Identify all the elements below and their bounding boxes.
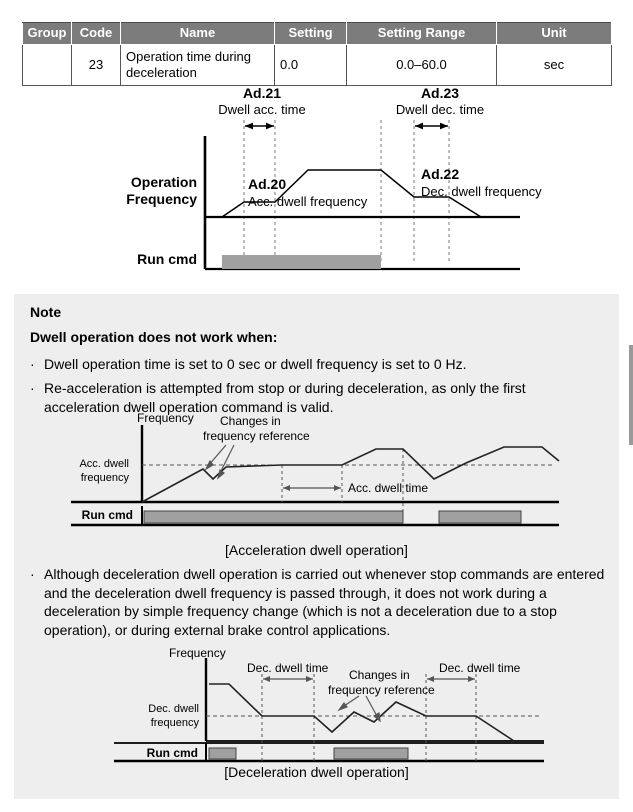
col-header-unit: Unit <box>497 23 612 45</box>
table-header-row <box>23 23 612 45</box>
bullet-marker: · <box>30 566 35 582</box>
dwell-operation-diagram <box>0 84 633 284</box>
label-ad22-code: Ad.22 <box>421 166 460 182</box>
accel-run-cmd-bar-2 <box>439 511 521 523</box>
note-bullet-1-text: Dwell operation time is set to 0 sec or dwell frequency is set to 0 Hz. <box>44 356 467 372</box>
decel-dwell-time-arrow-1 <box>263 676 313 682</box>
label-ad21-code: Ad.21 <box>242 85 282 101</box>
accel-dwell-time-arrow <box>283 485 341 491</box>
col-header-name: Name <box>121 23 275 45</box>
label-acc-dwell-line2: frequency <box>80 472 129 484</box>
label-decel-run-cmd: Run cmd <box>146 746 198 760</box>
label-ad23-desc: Dwell dec. time <box>395 102 485 117</box>
cell-name: Operation time during deceleration <box>121 44 275 85</box>
label-ad22-desc: Dec. dwell frequency <box>421 184 542 199</box>
note-subtitle: Dwell operation does not work when: <box>30 329 278 345</box>
label-run-cmd: Run cmd <box>137 251 197 267</box>
cell-unit: sec <box>497 44 612 85</box>
deceleration-dwell-diagram <box>14 644 619 780</box>
decel-diagram-svg <box>14 644 619 769</box>
accel-change-arrows <box>206 445 234 478</box>
table-row <box>23 44 612 85</box>
label-frequency-axis: Frequency <box>169 646 226 660</box>
label-dec-dwell-line1: Dec. dwell <box>148 703 199 715</box>
label-operation: Operation <box>130 174 197 190</box>
decel-run-cmd-bar-1 <box>209 748 236 759</box>
accel-run-cmd-bar-1 <box>144 511 403 523</box>
label-accel-run-cmd: Run cmd <box>81 508 133 522</box>
label-dec-dwell-time-2: Dec. dwell time <box>439 661 521 675</box>
label-ad23-code: Ad.23 <box>420 85 460 101</box>
note-panel <box>14 294 619 799</box>
label-dec-dwell-line2: frequency <box>150 717 199 729</box>
col-header-code: Code <box>72 23 121 45</box>
note-bullet-1 <box>30 355 600 374</box>
label-changes-line1: Changes in <box>349 668 410 682</box>
bullet-marker: · <box>30 356 35 372</box>
label-changes-line2: frequency reference <box>203 429 310 443</box>
col-header-setting-range: Setting Range <box>347 23 497 45</box>
cell-group <box>23 44 72 85</box>
label-acc-dwell-time: Acc. dwell time <box>348 481 429 495</box>
bullet-marker: · <box>30 380 35 396</box>
dwell-diagram-svg <box>0 84 633 284</box>
label-changes-line1: Changes in <box>220 414 281 428</box>
label-changes-line2: frequency reference <box>328 683 435 697</box>
note-bullet-3 <box>30 565 610 639</box>
label-frequency: Frequency <box>126 191 197 207</box>
col-header-setting: Setting <box>275 23 347 45</box>
arrow-dwell-acc-time <box>245 123 274 130</box>
accel-diagram-svg <box>14 409 619 544</box>
label-acc-dwell-line1: Acc. dwell <box>79 458 129 470</box>
label-ad21-desc: Dwell acc. time <box>218 102 306 117</box>
run-cmd-bar <box>222 255 381 269</box>
label-ad20-code: Ad.20 <box>248 176 287 192</box>
accel-diagram-caption: [Acceleration dwell operation] <box>225 542 408 558</box>
col-header-group: Group <box>23 23 72 45</box>
label-dec-dwell-time-1: Dec. dwell time <box>247 661 329 675</box>
cell-setting: 0.0 <box>275 44 347 85</box>
label-ad20-desc: Acc. dwell frequency <box>248 194 368 209</box>
note-bullet-2-text: Re-acceleration is attempted from stop or during deceleration, as only the first acceleration dwell operation command is valid. <box>44 380 526 415</box>
decel-dwell-time-arrow-2 <box>427 676 475 682</box>
guide-lines <box>244 120 449 264</box>
cell-setting-range: 0.0–60.0 <box>347 44 497 85</box>
cell-code: 23 <box>72 44 121 85</box>
decel-change-arrows <box>339 696 380 721</box>
note-bullet-3-text: Although deceleration dwell operation is carried out whenever stop commands are entered and the deceleration dwell frequency is passed through, it does not work during a deceleration by simple frequency change (which is not a deceleration due to a stop operation), or during external brake control applications. <box>44 566 605 638</box>
label-frequency-axis: Frequency <box>137 411 194 425</box>
scrollbar-artifact[interactable] <box>629 345 633 445</box>
note-title: Note <box>30 304 62 320</box>
parameter-table <box>22 22 612 86</box>
decel-run-cmd-bar-2 <box>334 748 408 759</box>
decel-diagram-caption: [Deceleration dwell operation] <box>224 764 409 780</box>
acceleration-dwell-diagram <box>14 409 619 558</box>
arrow-dwell-dec-time <box>415 123 448 130</box>
